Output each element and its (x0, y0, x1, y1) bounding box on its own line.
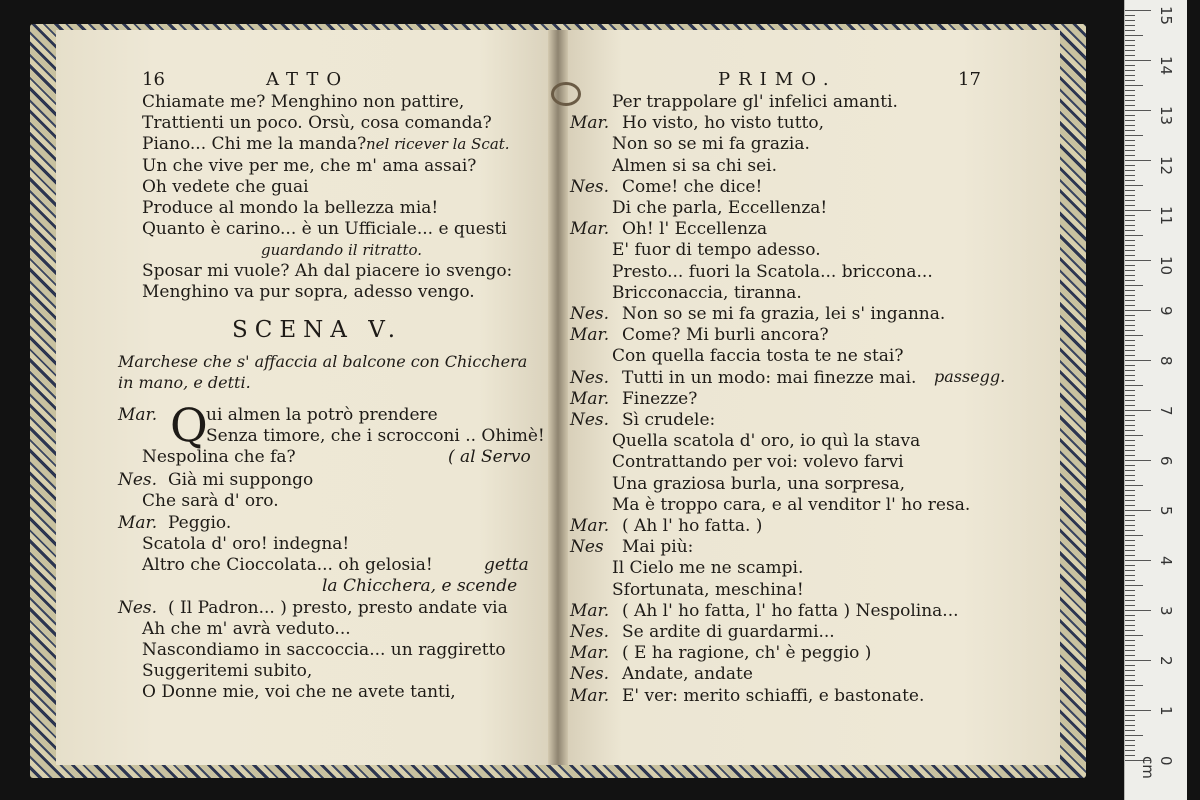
ruler-tick (1125, 370, 1135, 371)
text-line: ( E ha ragione, ch' è peggio ) (622, 643, 872, 664)
ruler-tick (1125, 165, 1135, 166)
ruler-tick (1125, 25, 1135, 26)
ruler-tick (1125, 730, 1135, 731)
ruler-tick (1125, 470, 1135, 471)
ruler-tick (1125, 10, 1151, 11)
ruler-label: 7 (1157, 406, 1175, 416)
ruler-tick (1125, 215, 1135, 216)
ruler-tick (1125, 525, 1135, 526)
ruler-tick (1125, 205, 1135, 206)
ruler-label: 9 (1157, 306, 1175, 316)
ruler-tick (1125, 575, 1135, 576)
ruler-tick (1125, 725, 1135, 726)
ruler-tick (1125, 350, 1135, 351)
ruler-tick (1125, 550, 1135, 551)
ruler-tick (1125, 555, 1135, 556)
ruler-tick (1125, 430, 1135, 431)
ruler-label: 10 (1157, 256, 1175, 276)
ruler-tick (1125, 395, 1135, 396)
ruler-tick (1125, 180, 1135, 181)
speaker-label: Nes (570, 537, 604, 558)
text-line: Oh! l' Eccellenza (622, 219, 768, 240)
ruler-tick (1125, 620, 1135, 621)
speaker-label: Mar. (570, 516, 610, 536)
ruler-tick (1125, 35, 1143, 36)
speaker-label: Nes. (118, 598, 158, 618)
text-line: ( Il Padron... ) presto, presto andate via (168, 598, 508, 618)
ruler-tick (1125, 530, 1135, 531)
text-line: Scatola d' oro! indegna! (142, 534, 350, 554)
ruler-tick (1125, 740, 1135, 741)
ruler-tick (1125, 655, 1135, 656)
stage-direction: passegg. (934, 367, 1006, 386)
text-line: Che sarà d' oro. (142, 491, 279, 511)
speaker-label: Mar. (570, 388, 610, 409)
text-line: Piano... Chi me la manda? (142, 134, 367, 154)
ruler-tick (1125, 190, 1135, 191)
ruler-tick (1125, 745, 1135, 746)
text-line: E' fuor di tempo adesso. (612, 240, 821, 261)
ruler-tick (1125, 680, 1135, 681)
ruler-tick (1125, 85, 1143, 86)
ruler-label: 5 (1157, 506, 1175, 516)
ruler-tick (1125, 390, 1135, 391)
ruler-label: 0 cm (1139, 756, 1175, 779)
running-head-right: PRIMO. (718, 69, 837, 90)
ruler-tick (1125, 715, 1135, 716)
text-line: Il Cielo me ne scampi. (612, 558, 804, 579)
text-line: Ho visto, ho visto tutto, (622, 113, 825, 134)
ruler-tick (1125, 675, 1135, 676)
ruler-tick (1125, 285, 1143, 286)
ruler-tick (1125, 325, 1135, 326)
ruler-tick (1125, 30, 1135, 31)
page-number-right: 17 (958, 69, 981, 90)
speaker-label: Mar. (118, 513, 158, 533)
ruler-tick (1125, 455, 1135, 456)
speaker-label: Mar. (570, 219, 610, 240)
ruler-tick (1125, 200, 1135, 201)
ruler-tick (1125, 50, 1135, 51)
ruler-tick (1125, 630, 1135, 631)
ruler-tick (1125, 20, 1135, 21)
ruler-tick (1125, 495, 1135, 496)
ruler-tick (1125, 685, 1143, 686)
ruler-label: 14 (1157, 56, 1175, 76)
text-line: Ma è troppo cara, e al venditor l' ho resa. (612, 494, 971, 515)
text-line: ( Ah l' ho fatta, l' ho fatta ) Nespolina... (622, 600, 959, 621)
text-line: Tutti in un modo: mai finezze mai. (622, 367, 917, 388)
stage-direction: nel ricever la Scat. (366, 135, 510, 153)
ruler-tick (1125, 95, 1135, 96)
ruler-tick (1125, 435, 1143, 436)
ruler-tick (1125, 480, 1135, 481)
ruler-tick (1125, 700, 1135, 701)
text-line: Suggeritemi subito, (142, 661, 313, 681)
ruler-label: 1 (1157, 706, 1175, 716)
ruler-tick (1125, 175, 1135, 176)
ruler-tick (1125, 385, 1143, 386)
speaker-label: Nes. (570, 664, 610, 685)
stage-direction: ( al Servo (448, 447, 531, 467)
ruler-tick (1125, 220, 1135, 221)
ruler-tick (1125, 100, 1135, 101)
ruler-tick (1125, 505, 1135, 506)
text-line: Nespolina che fa? (142, 447, 296, 467)
running-head-left: ATTO (266, 69, 350, 90)
ruler-label: 15 (1157, 6, 1175, 26)
text-line: Come? Mi burli ancora? (622, 325, 829, 346)
ruler-tick (1125, 755, 1135, 756)
page-number-left: 16 (142, 69, 165, 90)
ruler-tick (1125, 305, 1135, 306)
ruler-tick (1125, 290, 1135, 291)
text-line: Quella scatola d' oro, io quì la stava (612, 431, 921, 452)
ruler-tick (1125, 80, 1135, 81)
ruler-tick (1125, 460, 1151, 461)
ruler-tick (1125, 70, 1135, 71)
ruler-tick (1125, 60, 1151, 61)
text-line: Come! che dice! (622, 176, 763, 197)
stage-direction: guardando il ritratto. (261, 241, 423, 259)
ruler-tick (1125, 710, 1151, 711)
ruler-tick (1125, 545, 1135, 546)
ruler-tick (1125, 300, 1135, 301)
text-line: Oh vedete che guai (142, 177, 309, 197)
ruler-tick (1125, 565, 1135, 566)
ruler-tick (1125, 160, 1151, 161)
ruler-tick (1125, 210, 1151, 211)
ruler-tick (1125, 145, 1135, 146)
ruler-label: 4 (1157, 556, 1175, 566)
ruler-label: 8 (1157, 356, 1175, 366)
ruler-tick (1125, 665, 1135, 666)
speaker-label: Mar. (570, 600, 610, 621)
text-line: Se ardite di guardarmi... (622, 622, 835, 642)
text-line: Trattienti un poco. Orsù, cosa comanda? (142, 113, 492, 133)
ruler-tick (1125, 500, 1135, 501)
text-line: Per trappolare gl' infelici amanti. (612, 92, 898, 112)
ruler-tick (1125, 405, 1135, 406)
ruler-tick (1125, 360, 1151, 361)
text-line: Chiamate me? Menghino non pattire, (142, 92, 465, 112)
ruler-tick (1125, 450, 1135, 451)
text-line: Presto... fuori la Scatola... briccona... (612, 261, 933, 282)
ruler-tick (1125, 275, 1135, 276)
speaker-label: Mar. (118, 405, 158, 425)
text-line: Finezze? (622, 388, 698, 409)
ruler-tick (1125, 445, 1135, 446)
drop-cap: Q (170, 398, 208, 452)
ruler-tick (1125, 130, 1135, 131)
text-line: Contrattando per voi: volevo farvi (612, 452, 904, 473)
ruler-tick (1125, 615, 1135, 616)
text-line: Già mi suppongo (168, 470, 314, 490)
ruler-tick (1125, 240, 1135, 241)
ruler-tick (1125, 465, 1135, 466)
ruler-tick (1125, 295, 1135, 296)
ruler-tick (1125, 475, 1135, 476)
ruler-tick (1125, 720, 1135, 721)
text-line: Sfortunata, meschina! (612, 579, 804, 600)
speaker-label: Nes. (570, 410, 610, 430)
ruler-tick (1125, 135, 1143, 136)
ruler-tick (1125, 255, 1135, 256)
ruler-tick (1125, 515, 1135, 516)
speaker-label: Nes. (118, 470, 158, 490)
ruler-tick (1125, 75, 1135, 76)
ruler-tick (1125, 585, 1143, 586)
ruler-tick (1125, 250, 1135, 251)
text-line: Di che parla, Eccellenza! (612, 198, 828, 218)
ruler-tick (1125, 510, 1151, 511)
ruler-tick (1125, 330, 1135, 331)
ruler-tick (1125, 40, 1135, 41)
book-gutter (548, 30, 568, 765)
ruler-tick (1125, 705, 1135, 706)
ruler-tick (1125, 595, 1135, 596)
ruler-label: 13 (1157, 106, 1175, 126)
ruler-tick (1125, 485, 1143, 486)
ruler-tick (1125, 55, 1135, 56)
ruler-tick (1125, 640, 1135, 641)
ruler-tick (1125, 440, 1135, 441)
ruler-tick (1125, 600, 1135, 601)
ruler-tick (1125, 750, 1135, 751)
ruler-tick (1125, 355, 1135, 356)
ruler-tick (1125, 245, 1135, 246)
ruler-tick (1125, 645, 1135, 646)
text-line: Un che vive per me, che m' ama assai? (142, 156, 477, 176)
ruler-tick (1125, 365, 1135, 366)
speaker-label: Mar. (570, 643, 610, 664)
ruler-label: 2 (1157, 656, 1175, 666)
measurement-ruler (1124, 0, 1187, 800)
text-line: Ah che m' avrà veduto... (142, 619, 351, 639)
ruler-tick (1125, 15, 1135, 16)
text-line: Produce al mondo la bellezza mia! (142, 198, 439, 218)
ruler-tick (1125, 235, 1143, 236)
ruler-tick (1125, 570, 1135, 571)
text-line: ( Ah l' ho fatta. ) (622, 516, 763, 536)
ruler-tick (1125, 230, 1135, 231)
right-page (562, 30, 1060, 765)
ruler-tick (1125, 120, 1135, 121)
ruler-tick (1125, 690, 1135, 691)
text-line: Non so se mi fa grazia. (612, 134, 810, 155)
scene-title: SCENA V. (232, 317, 403, 343)
scene-description: in mano, e detti. (118, 373, 251, 392)
ruler-tick (1125, 535, 1143, 536)
ruler-tick (1125, 560, 1151, 561)
text-line: Una graziosa burla, una sorpresa, (612, 473, 906, 494)
text-line: E' ver: merito schiaffi, e bastonate. (622, 685, 925, 706)
ruler-tick (1125, 320, 1135, 321)
ruler-tick (1125, 225, 1135, 226)
text-line: Altro che Cioccolata... oh gelosia! (142, 555, 433, 575)
ruler-tick (1125, 410, 1151, 411)
ruler-tick (1125, 735, 1143, 736)
ruler-label: 12 (1157, 156, 1175, 176)
ruler-tick (1125, 140, 1135, 141)
ruler-tick (1125, 375, 1135, 376)
ruler-tick (1125, 340, 1135, 341)
ruler-tick (1125, 400, 1135, 401)
speaker-label: Mar. (570, 113, 610, 134)
ruler-label: 3 (1157, 606, 1175, 616)
stage-direction: getta (484, 555, 529, 575)
ruler-tick (1125, 625, 1135, 626)
ruler-tick (1125, 280, 1135, 281)
ruler-label: 11 (1157, 206, 1175, 226)
ruler-tick (1125, 125, 1135, 126)
ruler-tick (1125, 155, 1135, 156)
left-page (56, 30, 554, 765)
ruler-tick (1125, 380, 1135, 381)
text-line: Non so se mi fa grazia, lei s' inganna. (622, 304, 946, 324)
stage-direction: la Chicchera, e scende (322, 576, 518, 596)
binding-stitch (551, 82, 581, 106)
text-line: Almen si sa chi sei. (612, 155, 778, 176)
ruler-tick (1125, 315, 1135, 316)
ruler-tick (1125, 660, 1151, 661)
speaker-label: Nes. (570, 176, 610, 197)
ruler-tick (1125, 335, 1143, 336)
ruler-tick (1125, 420, 1135, 421)
ruler-tick (1125, 90, 1135, 91)
ruler-tick (1125, 185, 1143, 186)
ruler-tick (1125, 45, 1135, 46)
ruler-tick (1125, 150, 1135, 151)
ruler-tick (1125, 260, 1151, 261)
ruler-tick (1125, 540, 1135, 541)
text-line: Mai più: (622, 537, 694, 558)
text-line: ui almen la potrò prendere (206, 405, 438, 425)
ruler-tick (1125, 695, 1135, 696)
ruler-tick (1125, 170, 1135, 171)
ruler-tick (1125, 65, 1135, 66)
speaker-label: Nes. (570, 304, 610, 324)
ruler-tick (1125, 415, 1135, 416)
ruler-tick (1125, 425, 1135, 426)
text-line: O Donne mie, voi che ne avete tanti, (142, 682, 456, 702)
ruler-tick (1125, 635, 1143, 636)
ruler-tick (1125, 270, 1135, 271)
ruler-tick (1125, 670, 1135, 671)
scene-description: Marchese che s' affaccia al balcone con Chicchera (118, 352, 528, 371)
text-line: Menghino va pur sopra, adesso vengo. (142, 282, 475, 302)
ruler-tick (1125, 590, 1135, 591)
ruler-tick (1125, 520, 1135, 521)
ruler-tick (1125, 650, 1135, 651)
ruler-tick (1125, 195, 1135, 196)
ruler-tick (1125, 115, 1135, 116)
ruler-tick (1125, 580, 1135, 581)
ruler-label: 6 (1157, 456, 1175, 466)
ruler-tick (1125, 605, 1135, 606)
ruler-tick (1125, 345, 1135, 346)
ruler-tick (1125, 310, 1151, 311)
speaker-label: Mar. (570, 685, 610, 706)
text-line: Senza timore, che i scrocconi .. Ohimè! (206, 426, 545, 446)
text-line: Nascondiamo in saccoccia... un raggiretto (142, 640, 506, 660)
ruler-tick (1125, 610, 1151, 611)
ruler-tick (1125, 110, 1151, 111)
text-line: Sposar mi vuole? Ah dal piacere io svengo: (142, 261, 513, 281)
text-line: Bricconaccia, tiranna. (612, 282, 802, 303)
text-line: Con quella faccia tosta te ne stai? (612, 346, 904, 367)
ruler-tick (1125, 490, 1135, 491)
text-line: Andate, andate (622, 664, 753, 685)
ruler-tick (1125, 105, 1135, 106)
text-line: Sì crudele: (622, 410, 716, 430)
text-line: Quanto è carino... è un Ufficiale... e questi (142, 219, 507, 239)
text-line: Peggio. (168, 513, 232, 533)
ruler-tick (1125, 265, 1135, 266)
speaker-label: Nes. (570, 622, 610, 642)
speaker-label: Nes. (570, 367, 610, 388)
speaker-label: Mar. (570, 325, 610, 346)
